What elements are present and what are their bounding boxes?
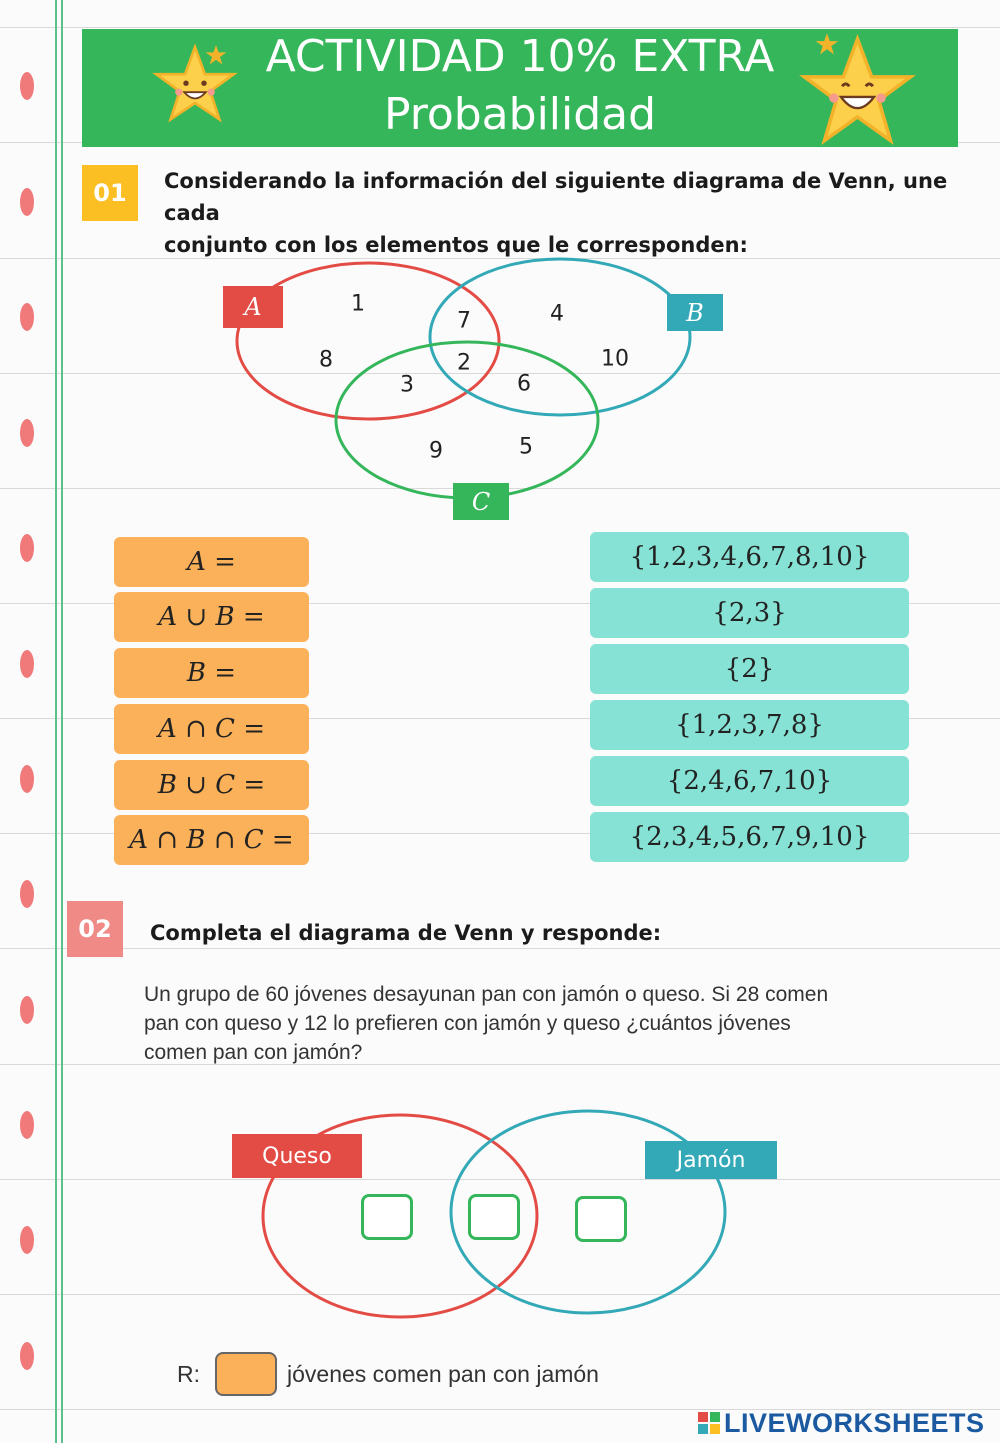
question-2-text: Completa el diagrama de Venn y responde:	[150, 921, 662, 945]
match-left-item[interactable]: A ∩ B ∩ C =	[114, 815, 309, 865]
match-left-item[interactable]: A ∩ C =	[114, 704, 309, 754]
match-right-item[interactable]: {2,3}	[590, 588, 909, 638]
question-1-line: conjunto con los elementos que le corresponden:	[164, 233, 748, 257]
set-a-label: A	[223, 286, 283, 328]
liveworksheets-logo	[698, 1408, 985, 1438]
question-number-badge: 01	[82, 165, 138, 221]
match-right-item[interactable]: {1,2,3,7,8}	[590, 700, 909, 750]
match-right-item[interactable]: {2,4,6,7,10}	[590, 756, 909, 806]
problem-line: comen pan con jamón?	[144, 1041, 363, 1064]
intersection-input[interactable]	[468, 1194, 520, 1240]
page-subtitle: Probabilidad	[383, 89, 657, 140]
venn-element: 6	[517, 371, 531, 397]
set-b-label: B	[667, 294, 723, 331]
set-c-label: C	[453, 483, 509, 520]
brand-name: LIVEWORKSHEETS	[724, 1407, 985, 1438]
match-left-item[interactable]: B ∪ C =	[114, 760, 309, 810]
answer-input[interactable]	[215, 1352, 277, 1396]
brand-blocks-icon	[698, 1412, 720, 1434]
venn-element: 9	[429, 438, 443, 464]
match-right-item[interactable]: {2}	[590, 644, 909, 694]
venn-element: 7	[457, 308, 471, 334]
answer-suffix: jóvenes comen pan con jamón	[287, 1361, 599, 1387]
only-jamon-input[interactable]	[575, 1196, 627, 1242]
queso-label: Queso	[232, 1134, 362, 1178]
problem-line: Un grupo de 60 jóvenes desayunan pan con jamón o queso. Si 28 comen	[144, 983, 829, 1006]
only-queso-input[interactable]	[361, 1194, 413, 1240]
venn-element: 4	[550, 301, 564, 327]
match-right-item[interactable]: {1,2,3,4,6,7,8,10}	[590, 532, 909, 582]
match-left-item[interactable]: B =	[114, 648, 309, 698]
problem-line: pan con queso y 12 lo prefieren con jamón y queso ¿cuántos jóvenes	[144, 1012, 791, 1035]
question-number-badge: 02	[67, 901, 123, 957]
venn-element: 10	[601, 346, 629, 372]
match-left-item[interactable]: A ∪ B =	[114, 592, 309, 642]
venn-element: 3	[400, 372, 414, 398]
venn-element: 2	[457, 350, 471, 376]
match-right-item[interactable]: {2,3,4,5,6,7,9,10}	[590, 812, 909, 862]
page-title: ACTIVIDAD 10% EXTRA	[265, 31, 775, 82]
match-left-item[interactable]: A =	[114, 537, 309, 587]
question-1-line: Considerando la información del siguiente diagrama de Venn, une cada	[164, 169, 948, 225]
answer-prefix: R:	[177, 1361, 200, 1387]
venn-element: 8	[319, 347, 333, 373]
jamon-label: Jamón	[645, 1141, 777, 1179]
venn-element: 1	[351, 291, 365, 317]
venn-element: 5	[519, 434, 533, 460]
